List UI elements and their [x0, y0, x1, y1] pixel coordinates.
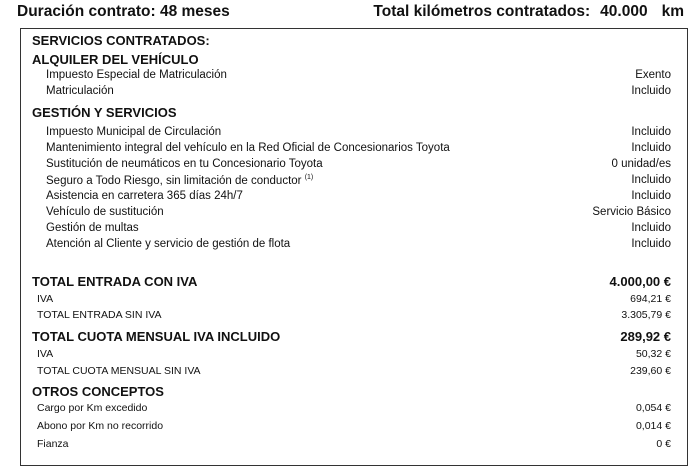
- list-item: [21, 206, 687, 222]
- item-value: Incluido: [631, 85, 671, 97]
- item-label: Cargo por Km excedido: [37, 402, 148, 414]
- total-label: TOTAL ENTRADA CON IVA: [32, 274, 198, 289]
- item-label: Atención al Cliente y servicio de gestión de flota: [46, 238, 291, 250]
- sin-iva-label: TOTAL ENTRADA SIN IVA: [37, 309, 162, 321]
- list-item: [21, 69, 687, 85]
- iva-value: 50,32 €: [635, 348, 671, 360]
- list-item: [21, 402, 687, 418]
- sin-iva-label: TOTAL CUOTA MENSUAL SIN IVA: [37, 365, 201, 377]
- contracted-km: [373, 3, 684, 21]
- iva-label: IVA: [37, 293, 54, 305]
- sin-iva-value: 239,60 €: [630, 365, 671, 377]
- item-label: Sustitución de neumáticos en tu Concesionario Toyota: [46, 158, 323, 170]
- section-heading: ALQUILER DEL VEHÍCULO: [32, 52, 199, 67]
- list-item: [21, 222, 687, 238]
- list-item: [21, 126, 687, 142]
- total-label: TOTAL CUOTA MENSUAL IVA INCLUIDO: [32, 329, 281, 344]
- item-value: 0 unidad/es: [611, 158, 671, 170]
- item-label: Impuesto Municipal de Circulación: [46, 126, 222, 138]
- km-value: 40.000: [600, 3, 648, 20]
- sin-iva-value: 3.305,79 €: [621, 309, 671, 321]
- item-label: Gestión de multas: [46, 222, 139, 234]
- list-item: [21, 85, 687, 101]
- item-value: Incluido: [631, 174, 671, 186]
- item-label: [46, 174, 313, 187]
- item-value: Incluido: [631, 190, 671, 202]
- iva-label: IVA: [37, 348, 54, 360]
- services-box: [20, 28, 688, 466]
- item-label-text: Seguro a Todo Riesgo, sin limitación de conductor: [46, 174, 302, 187]
- item-label: Asistencia en carretera 365 días 24h/7: [46, 190, 243, 202]
- list-item: [21, 438, 687, 454]
- item-value: Servicio Básico: [592, 206, 671, 218]
- item-value: 0,054 €: [635, 402, 671, 414]
- item-label: Fianza: [37, 438, 69, 450]
- section-heading: OTROS CONCEPTOS: [32, 384, 164, 399]
- footnote-marker: (1): [304, 174, 314, 181]
- cuota-iva-row: [21, 348, 687, 364]
- item-label: Matriculación: [46, 85, 114, 97]
- item-value: 0 €: [656, 438, 671, 450]
- item-value: Incluido: [631, 142, 671, 154]
- item-value: Incluido: [631, 222, 671, 234]
- total-entrada-row: [21, 274, 687, 290]
- section-gestion: [21, 105, 687, 121]
- km-unit: km: [661, 3, 684, 20]
- contract-duration: Duración contrato: 48 meses: [17, 3, 230, 20]
- item-label: Vehículo de sustitución: [46, 206, 164, 218]
- services-title-row: [21, 33, 687, 49]
- list-item: [21, 174, 687, 190]
- list-item: [21, 420, 687, 436]
- section-heading: GESTIÓN Y SERVICIOS: [32, 105, 177, 120]
- section-alquiler: [21, 52, 687, 68]
- item-value: Exento: [635, 69, 671, 81]
- list-item: [21, 238, 687, 254]
- contract-header: [0, 0, 700, 26]
- item-label: Mantenimiento integral del vehículo en la Red Oficial de Concesionarios Toyota: [46, 142, 450, 154]
- section-otros: [21, 384, 687, 400]
- item-value: Incluido: [631, 238, 671, 250]
- cuota-sin-iva-row: [21, 365, 687, 381]
- total-value: 4.000,00 €: [609, 274, 671, 289]
- list-item: [21, 158, 687, 174]
- list-item: [21, 190, 687, 206]
- entrada-iva-row: [21, 293, 687, 309]
- item-label: Abono por Km no recorrido: [37, 420, 164, 432]
- entrada-sin-iva-row: [21, 309, 687, 325]
- services-title: SERVICIOS CONTRATADOS:: [32, 33, 210, 48]
- total-cuota-row: [21, 329, 687, 345]
- km-label: Total kilómetros contratados:: [373, 3, 591, 20]
- iva-value: 694,21 €: [630, 293, 671, 305]
- total-value: 289,92 €: [620, 329, 671, 344]
- item-value: Incluido: [631, 126, 671, 138]
- item-label: Impuesto Especial de Matriculación: [46, 69, 227, 81]
- item-value: 0,014 €: [635, 420, 671, 432]
- list-item: [21, 142, 687, 158]
